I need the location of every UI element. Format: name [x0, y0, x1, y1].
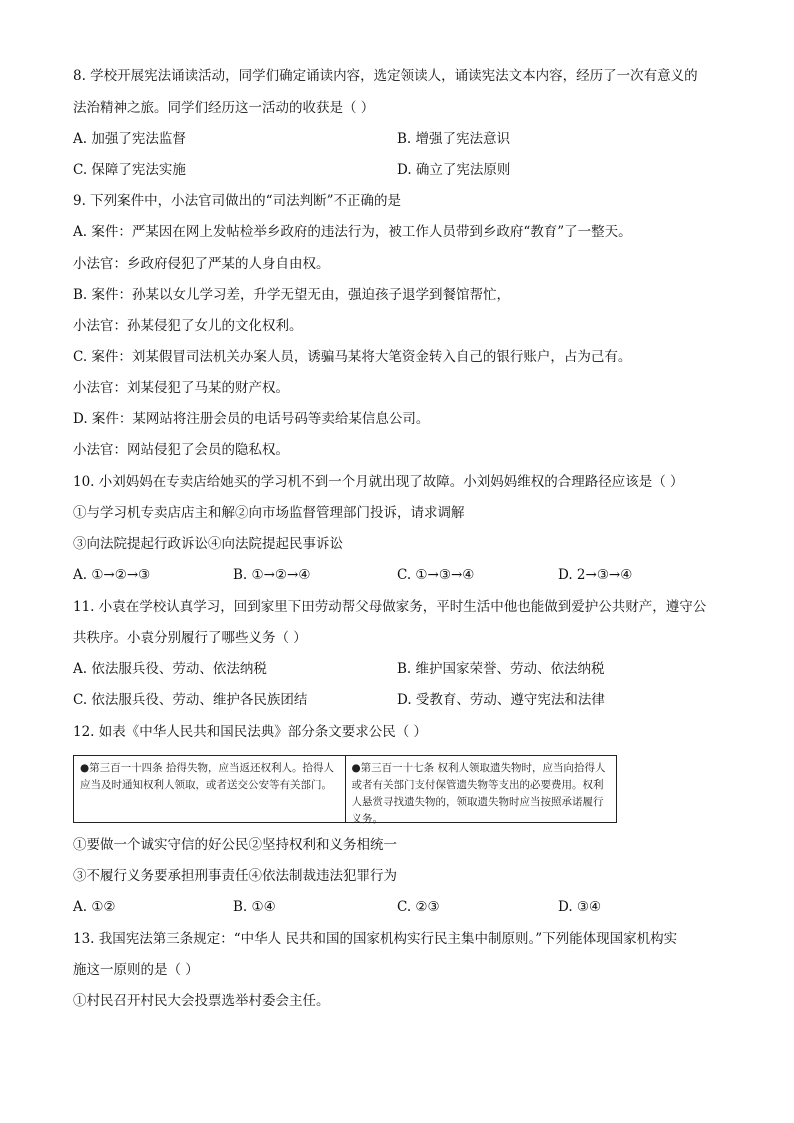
q9-line-b-judge: 小法官：孙某侵犯了女儿的文化权利。 — [73, 318, 303, 334]
q12-option-a: A. ①② — [73, 899, 116, 915]
q11-option-d: D. 受教育、劳动、遵守宪法和法律 — [397, 692, 605, 708]
q10-option-c: C. ①→③→④ — [397, 567, 475, 583]
q9-line-a-judge: 小法官：乡政府侵犯了严某的人身自由权。 — [73, 256, 330, 272]
q11-option-c: C. 依法服兵役、劳动、维护各民族团结 — [73, 692, 308, 708]
q11-option-a: A. 依法服兵役、劳动、依法纳税 — [73, 661, 267, 677]
q9-stem: 9. 下列案件中，小法官司做出的“司法判断”不正确的是 — [73, 193, 401, 209]
q10-items-line2: ③向法院提起行政诉讼④向法院提起民事诉讼 — [73, 536, 343, 552]
q10-option-a: A. ①→②→③ — [73, 567, 151, 583]
q10-option-d: D. 2→③→④ — [558, 567, 633, 583]
civil-code-table — [73, 755, 617, 823]
q12-items-line2: ③不履行义务要承担刑事责任④依法制裁违法犯罪行为 — [73, 868, 397, 884]
q12-stem: 12. 如表《中华人民共和国民法典》部分条文要求公民（ ） — [73, 724, 428, 740]
q13-item1: ①村民召开村民大会投票选举村委会主任。 — [73, 993, 330, 1009]
q8-option-b: B. 增强了宪法意识 — [397, 131, 511, 147]
q10-items-line1: ①与学习机专卖店店主和解②向市场监督管理部门投诉，请求调解 — [73, 505, 465, 521]
q9-line-c-judge: 小法官：刘某侵犯了马某的财产权。 — [73, 380, 289, 396]
q10-option-b: B. ①→②→④ — [233, 567, 311, 583]
article-314-cell: ●第三百一十四条 拾得失物，应当返还权利人。拾得人应当及时通知权利人领取，或者送交公安等有关部门。 — [80, 762, 334, 791]
q10-stem: 10. 小刘妈妈在专卖店给她买的学习机不到一个月就出现了故障。小刘妈妈维权的合理路径应该是（ ） — [73, 474, 684, 490]
q12-option-d: D. ③④ — [558, 899, 602, 915]
q9-line-a-case: A. 案件：严某因在网上发帖检举乡政府的违法行为，被工作人员带到乡政府“教育”了一整天。 — [73, 224, 632, 240]
q8-option-a: A. 加强了宪法监督 — [73, 131, 186, 147]
q8-stem-line1: 8. 学校开展宪法诵读活动，同学们确定诵读内容，选定领读人，诵读宪法文本内容，经历了一次有意义的 — [73, 68, 698, 84]
q8-option-d: D. 确立了宪法原则 — [397, 162, 511, 178]
q12-option-b: B. ①④ — [233, 899, 276, 915]
q12-items-line1: ①要做一个诚实守信的好公民②坚持权利和义务相统一 — [73, 837, 397, 853]
q9-line-c-case: C. 案件：刘某假冒司法机关办案人员，诱骗马某将大笔资金转入自己的银行账户，占为己有。 — [73, 349, 632, 365]
q9-line-d-case: D. 案件：某网站将注册会员的电话号码等卖给某信息公司。 — [73, 411, 430, 427]
q8-stem-line2: 法治精神之旅。同学们经历这一活动的收获是（ ） — [73, 100, 375, 116]
q9-line-b-case: B. 案件：孙某以女儿学习差，升学无望无由，强迫孩子退学到餐馆帮忙， — [73, 287, 511, 303]
q11-stem-line2: 共秩序。小袁分别履行了哪些义务（ ） — [73, 630, 307, 646]
q11-stem-line1: 11. 小袁在学校认真学习，回到家里下田劳动帮父母做家务，平时生活中他也能做到爱护公共财产，遵守公 — [73, 599, 707, 615]
q8-option-c: C. 保障了宪法实施 — [73, 162, 186, 178]
q11-option-b: B. 维护国家荣誉、劳动、依法纳税 — [397, 661, 605, 677]
q13-stem-line2: 施这一原则的是（ ） — [73, 962, 199, 978]
article-317-cell: ●第三百一十七条 权利人领取遗失物时，应当向拾得人或者有关部门支付保管遗失物等支出的必要费用。权利人悬赏寻找遗失物的，领取遗失物时应当按照承诺履行义务。 — [345, 756, 617, 822]
q12-option-c: C. ②③ — [397, 899, 440, 915]
q13-stem-line1: 13. 我国宪法第三条规定：“中华人 民共和国的国家机构实行民主集中制原则。”下列能体现国家机构实 — [73, 931, 678, 947]
q9-line-d-judge: 小法官：网站侵犯了会员的隐私权。 — [73, 442, 289, 458]
